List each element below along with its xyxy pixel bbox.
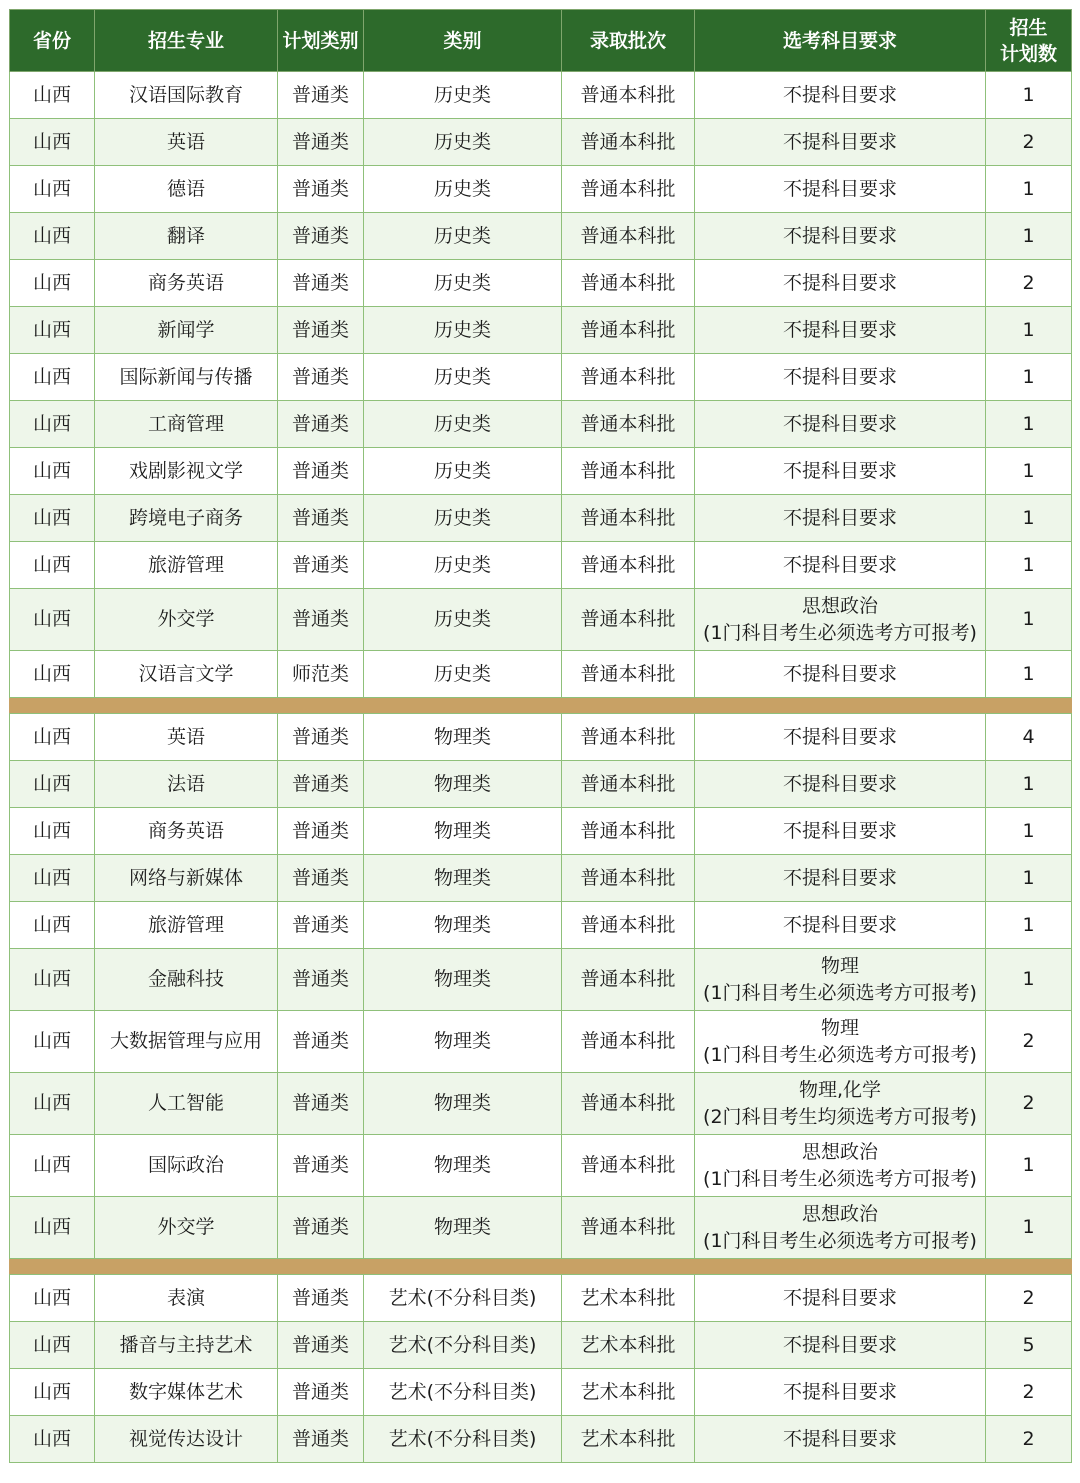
plan-count-cell: 2 — [986, 1416, 1072, 1463]
major-cell: 金融科技 — [95, 949, 278, 1011]
province-cell: 山西 — [10, 119, 95, 166]
major-cell: 汉语国际教育 — [95, 72, 278, 119]
subject-requirement-line: 不提科目要求 — [782, 224, 897, 247]
category-cell: 物理类 — [364, 949, 562, 1011]
subject-requirement-line: 不提科目要求 — [782, 819, 897, 842]
plan-type-cell: 普通类 — [278, 119, 364, 166]
subject-requirement-line: 不提科目要求 — [782, 1380, 897, 1403]
plan-type-cell: 普通类 — [278, 855, 364, 902]
table-row — [10, 808, 1072, 855]
plan-type-cell: 普通类 — [278, 1073, 364, 1135]
batch-cell: 普通本科批 — [562, 808, 695, 855]
admission-plan-table-wrapper — [9, 9, 1071, 1463]
category-cell: 历史类 — [364, 651, 562, 698]
header-batch: 录取批次 — [562, 10, 695, 72]
province-cell: 山西 — [10, 1322, 95, 1369]
plan-type-cell: 普通类 — [278, 354, 364, 401]
plan-type-cell: 普通类 — [278, 949, 364, 1011]
major-cell: 翻译 — [95, 213, 278, 260]
plan-count-cell: 1 — [986, 448, 1072, 495]
table-row — [10, 401, 1072, 448]
category-cell: 历史类 — [364, 401, 562, 448]
major-cell: 外交学 — [95, 1197, 278, 1259]
major-cell: 大数据管理与应用 — [95, 1011, 278, 1073]
table-row — [10, 448, 1072, 495]
subject-requirement-cell — [695, 808, 986, 855]
subject-requirement-line: (1门科目考生必须选考方可报考) — [703, 1043, 977, 1066]
subject-requirement-cell — [695, 1369, 986, 1416]
province-cell: 山西 — [10, 1369, 95, 1416]
subject-requirement-cell — [695, 401, 986, 448]
subject-requirement-line: 思想政治 — [801, 594, 878, 617]
header-plan-type: 计划类别 — [278, 10, 364, 72]
batch-cell: 普通本科批 — [562, 354, 695, 401]
table-row — [10, 119, 1072, 166]
category-cell: 历史类 — [364, 119, 562, 166]
batch-cell: 普通本科批 — [562, 1011, 695, 1073]
header-plan-count-line1: 招生 — [1009, 16, 1048, 39]
table-row — [10, 1135, 1072, 1197]
table-header — [10, 10, 1072, 72]
province-cell: 山西 — [10, 855, 95, 902]
plan-type-cell: 普通类 — [278, 761, 364, 808]
major-cell: 英语 — [95, 119, 278, 166]
category-cell: 历史类 — [364, 495, 562, 542]
batch-cell: 普通本科批 — [562, 213, 695, 260]
major-cell: 人工智能 — [95, 1073, 278, 1135]
batch-cell: 普通本科批 — [562, 260, 695, 307]
province-cell: 山西 — [10, 166, 95, 213]
plan-count-cell: 1 — [986, 213, 1072, 260]
subject-requirement-line: 物理 — [820, 1016, 859, 1039]
subject-requirement-cell — [695, 761, 986, 808]
batch-cell: 普通本科批 — [562, 307, 695, 354]
subject-requirement-cell — [695, 1073, 986, 1135]
group-separator-bar — [10, 1259, 1072, 1275]
subject-requirement-line: 不提科目要求 — [782, 866, 897, 889]
batch-cell: 艺术本科批 — [562, 1369, 695, 1416]
plan-count-cell: 1 — [986, 354, 1072, 401]
admission-plan-table — [9, 9, 1072, 1463]
table-body — [10, 72, 1072, 1463]
category-cell: 物理类 — [364, 714, 562, 761]
province-cell: 山西 — [10, 651, 95, 698]
plan-count-cell: 2 — [986, 119, 1072, 166]
major-cell: 数字媒体艺术 — [95, 1369, 278, 1416]
major-cell: 工商管理 — [95, 401, 278, 448]
plan-count-cell: 5 — [986, 1322, 1072, 1369]
subject-requirement-line: 不提科目要求 — [782, 271, 897, 294]
province-cell: 山西 — [10, 1416, 95, 1463]
province-cell: 山西 — [10, 448, 95, 495]
plan-count-cell: 1 — [986, 72, 1072, 119]
major-cell: 商务英语 — [95, 260, 278, 307]
plan-count-cell: 1 — [986, 401, 1072, 448]
subject-requirement-cell — [695, 855, 986, 902]
plan-type-cell: 普通类 — [278, 307, 364, 354]
subject-requirement-line: 不提科目要求 — [782, 177, 897, 200]
plan-type-cell: 普通类 — [278, 495, 364, 542]
plan-count-cell: 1 — [986, 1135, 1072, 1197]
table-row — [10, 260, 1072, 307]
subject-requirement-line: 不提科目要求 — [782, 459, 897, 482]
subject-requirement-cell — [695, 589, 986, 651]
plan-count-cell: 4 — [986, 714, 1072, 761]
group-separator — [10, 1259, 1072, 1275]
province-cell: 山西 — [10, 1011, 95, 1073]
major-cell: 表演 — [95, 1275, 278, 1322]
plan-type-cell: 普通类 — [278, 1135, 364, 1197]
subject-requirement-line: (1门科目考生必须选考方可报考) — [703, 1167, 977, 1190]
batch-cell: 普通本科批 — [562, 651, 695, 698]
subject-requirement-line: (1门科目考生必须选考方可报考) — [703, 621, 977, 644]
subject-requirement-line: 不提科目要求 — [782, 365, 897, 388]
plan-type-cell: 普通类 — [278, 902, 364, 949]
major-cell: 英语 — [95, 714, 278, 761]
subject-requirement-cell — [695, 166, 986, 213]
plan-type-cell: 普通类 — [278, 72, 364, 119]
category-cell: 艺术(不分科目类) — [364, 1275, 562, 1322]
province-cell: 山西 — [10, 1073, 95, 1135]
province-cell: 山西 — [10, 401, 95, 448]
batch-cell: 艺术本科批 — [562, 1322, 695, 1369]
subject-requirement-cell — [695, 354, 986, 401]
major-cell: 网络与新媒体 — [95, 855, 278, 902]
plan-count-cell: 1 — [986, 902, 1072, 949]
table-row — [10, 589, 1072, 651]
province-cell: 山西 — [10, 1197, 95, 1259]
plan-count-cell: 1 — [986, 651, 1072, 698]
batch-cell: 普通本科批 — [562, 495, 695, 542]
table-row — [10, 354, 1072, 401]
plan-type-cell: 师范类 — [278, 651, 364, 698]
subject-requirement-cell — [695, 307, 986, 354]
province-cell: 山西 — [10, 808, 95, 855]
plan-count-cell: 1 — [986, 761, 1072, 808]
header-category: 类别 — [364, 10, 562, 72]
province-cell: 山西 — [10, 589, 95, 651]
table-row — [10, 1416, 1072, 1463]
subject-requirement-cell — [695, 714, 986, 761]
table-row — [10, 1011, 1072, 1073]
table-row — [10, 166, 1072, 213]
table-row — [10, 1322, 1072, 1369]
province-cell: 山西 — [10, 213, 95, 260]
subject-requirement-cell — [695, 495, 986, 542]
plan-type-cell: 普通类 — [278, 1275, 364, 1322]
subject-requirement-line: (1门科目考生必须选考方可报考) — [703, 981, 977, 1004]
plan-count-cell: 2 — [986, 1073, 1072, 1135]
category-cell: 历史类 — [364, 166, 562, 213]
batch-cell: 普通本科批 — [562, 714, 695, 761]
plan-type-cell: 普通类 — [278, 448, 364, 495]
province-cell: 山西 — [10, 354, 95, 401]
plan-count-cell: 1 — [986, 542, 1072, 589]
batch-cell: 艺术本科批 — [562, 1416, 695, 1463]
group-separator — [10, 698, 1072, 714]
province-cell: 山西 — [10, 761, 95, 808]
subject-requirement-line: 物理 — [820, 954, 859, 977]
header-major: 招生专业 — [95, 10, 278, 72]
subject-requirement-line: 不提科目要求 — [782, 1333, 897, 1356]
table-row — [10, 307, 1072, 354]
major-cell: 新闻学 — [95, 307, 278, 354]
province-cell: 山西 — [10, 1275, 95, 1322]
plan-count-cell: 1 — [986, 855, 1072, 902]
category-cell: 历史类 — [364, 448, 562, 495]
subject-requirement-line: 不提科目要求 — [782, 1427, 897, 1450]
subject-requirement-cell — [695, 1011, 986, 1073]
subject-requirement-line: 思想政治 — [801, 1140, 878, 1163]
category-cell: 历史类 — [364, 589, 562, 651]
batch-cell: 普通本科批 — [562, 949, 695, 1011]
plan-count-cell: 2 — [986, 1275, 1072, 1322]
plan-type-cell: 普通类 — [278, 166, 364, 213]
province-cell: 山西 — [10, 260, 95, 307]
subject-requirement-cell — [695, 1322, 986, 1369]
plan-type-cell: 普通类 — [278, 714, 364, 761]
category-cell: 艺术(不分科目类) — [364, 1369, 562, 1416]
subject-requirement-cell — [695, 213, 986, 260]
subject-requirement-cell — [695, 448, 986, 495]
major-cell: 旅游管理 — [95, 902, 278, 949]
header-plan-count-line2: 计划数 — [999, 42, 1057, 65]
plan-type-cell: 普通类 — [278, 589, 364, 651]
subject-requirement-line: 不提科目要求 — [782, 553, 897, 576]
major-cell: 旅游管理 — [95, 542, 278, 589]
category-cell: 历史类 — [364, 307, 562, 354]
plan-type-cell: 普通类 — [278, 1197, 364, 1259]
category-cell: 艺术(不分科目类) — [364, 1416, 562, 1463]
plan-type-cell: 普通类 — [278, 542, 364, 589]
subject-requirement-line: 不提科目要求 — [782, 412, 897, 435]
major-cell: 播音与主持艺术 — [95, 1322, 278, 1369]
subject-requirement-cell — [695, 1275, 986, 1322]
province-cell: 山西 — [10, 902, 95, 949]
plan-type-cell: 普通类 — [278, 1322, 364, 1369]
category-cell: 历史类 — [364, 72, 562, 119]
subject-requirement-line: 不提科目要求 — [782, 130, 897, 153]
subject-requirement-line: 不提科目要求 — [782, 913, 897, 936]
batch-cell: 普通本科批 — [562, 855, 695, 902]
group-separator-bar — [10, 698, 1072, 714]
subject-requirement-cell — [695, 1416, 986, 1463]
table-row — [10, 651, 1072, 698]
plan-count-cell: 1 — [986, 808, 1072, 855]
header-plan-count — [986, 10, 1072, 72]
subject-requirement-cell — [695, 260, 986, 307]
subject-requirement-line: 不提科目要求 — [782, 725, 897, 748]
subject-requirement-cell — [695, 949, 986, 1011]
subject-requirement-cell — [695, 119, 986, 166]
batch-cell: 普通本科批 — [562, 166, 695, 213]
major-cell: 戏剧影视文学 — [95, 448, 278, 495]
table-row — [10, 902, 1072, 949]
category-cell: 历史类 — [364, 542, 562, 589]
province-cell: 山西 — [10, 307, 95, 354]
major-cell: 国际新闻与传播 — [95, 354, 278, 401]
plan-count-cell: 1 — [986, 589, 1072, 651]
plan-type-cell: 普通类 — [278, 1369, 364, 1416]
category-cell: 物理类 — [364, 1073, 562, 1135]
major-cell: 国际政治 — [95, 1135, 278, 1197]
header-province: 省份 — [10, 10, 95, 72]
plan-count-cell: 1 — [986, 949, 1072, 1011]
table-row — [10, 761, 1072, 808]
plan-count-cell: 2 — [986, 1011, 1072, 1073]
plan-count-cell: 1 — [986, 495, 1072, 542]
province-cell: 山西 — [10, 949, 95, 1011]
batch-cell: 普通本科批 — [562, 448, 695, 495]
table-row — [10, 1369, 1072, 1416]
category-cell: 物理类 — [364, 902, 562, 949]
plan-count-cell: 2 — [986, 1369, 1072, 1416]
table-row — [10, 949, 1072, 1011]
province-cell: 山西 — [10, 542, 95, 589]
batch-cell: 普通本科批 — [562, 902, 695, 949]
category-cell: 物理类 — [364, 761, 562, 808]
batch-cell: 普通本科批 — [562, 1197, 695, 1259]
plan-count-cell: 1 — [986, 166, 1072, 213]
subject-requirement-line: (2门科目考生均须选考方可报考) — [703, 1105, 977, 1128]
major-cell: 视觉传达设计 — [95, 1416, 278, 1463]
header-subject-requirement: 选考科目要求 — [695, 10, 986, 72]
table-row — [10, 495, 1072, 542]
table-row — [10, 1275, 1072, 1322]
plan-count-cell: 1 — [986, 307, 1072, 354]
major-cell: 跨境电子商务 — [95, 495, 278, 542]
major-cell: 德语 — [95, 166, 278, 213]
batch-cell: 普通本科批 — [562, 401, 695, 448]
batch-cell: 普通本科批 — [562, 761, 695, 808]
table-row — [10, 714, 1072, 761]
category-cell: 物理类 — [364, 1135, 562, 1197]
batch-cell: 普通本科批 — [562, 72, 695, 119]
subject-requirement-cell — [695, 902, 986, 949]
plan-type-cell: 普通类 — [278, 260, 364, 307]
subject-requirement-cell — [695, 1197, 986, 1259]
subject-requirement-line: 不提科目要求 — [782, 83, 897, 106]
subject-requirement-cell — [695, 72, 986, 119]
category-cell: 物理类 — [364, 855, 562, 902]
province-cell: 山西 — [10, 1135, 95, 1197]
major-cell: 汉语言文学 — [95, 651, 278, 698]
subject-requirement-line: 不提科目要求 — [782, 772, 897, 795]
province-cell: 山西 — [10, 495, 95, 542]
subject-requirement-line: 不提科目要求 — [782, 662, 897, 685]
plan-type-cell: 普通类 — [278, 1011, 364, 1073]
batch-cell: 普通本科批 — [562, 119, 695, 166]
subject-requirement-cell — [695, 542, 986, 589]
table-row — [10, 855, 1072, 902]
batch-cell: 普通本科批 — [562, 1073, 695, 1135]
subject-requirement-line: 物理,化学 — [798, 1078, 882, 1101]
plan-count-cell: 1 — [986, 1197, 1072, 1259]
subject-requirement-line: (1门科目考生必须选考方可报考) — [703, 1229, 977, 1252]
table-row — [10, 1073, 1072, 1135]
batch-cell: 普通本科批 — [562, 1135, 695, 1197]
batch-cell: 艺术本科批 — [562, 1275, 695, 1322]
category-cell: 物理类 — [364, 1197, 562, 1259]
subject-requirement-cell — [695, 1135, 986, 1197]
plan-type-cell: 普通类 — [278, 213, 364, 260]
province-cell: 山西 — [10, 714, 95, 761]
category-cell: 历史类 — [364, 354, 562, 401]
plan-type-cell: 普通类 — [278, 808, 364, 855]
subject-requirement-cell — [695, 651, 986, 698]
table-row — [10, 542, 1072, 589]
major-cell: 法语 — [95, 761, 278, 808]
category-cell: 物理类 — [364, 1011, 562, 1073]
plan-type-cell: 普通类 — [278, 1416, 364, 1463]
category-cell: 物理类 — [364, 808, 562, 855]
subject-requirement-line: 不提科目要求 — [782, 506, 897, 529]
category-cell: 历史类 — [364, 260, 562, 307]
category-cell: 艺术(不分科目类) — [364, 1322, 562, 1369]
major-cell: 外交学 — [95, 589, 278, 651]
table-row — [10, 1197, 1072, 1259]
table-row — [10, 213, 1072, 260]
subject-requirement-line: 不提科目要求 — [782, 1286, 897, 1309]
table-row — [10, 72, 1072, 119]
subject-requirement-line: 思想政治 — [801, 1202, 878, 1225]
plan-count-cell: 2 — [986, 260, 1072, 307]
major-cell: 商务英语 — [95, 808, 278, 855]
batch-cell: 普通本科批 — [562, 542, 695, 589]
province-cell: 山西 — [10, 72, 95, 119]
batch-cell: 普通本科批 — [562, 589, 695, 651]
plan-type-cell: 普通类 — [278, 401, 364, 448]
subject-requirement-line: 不提科目要求 — [782, 318, 897, 341]
category-cell: 历史类 — [364, 213, 562, 260]
